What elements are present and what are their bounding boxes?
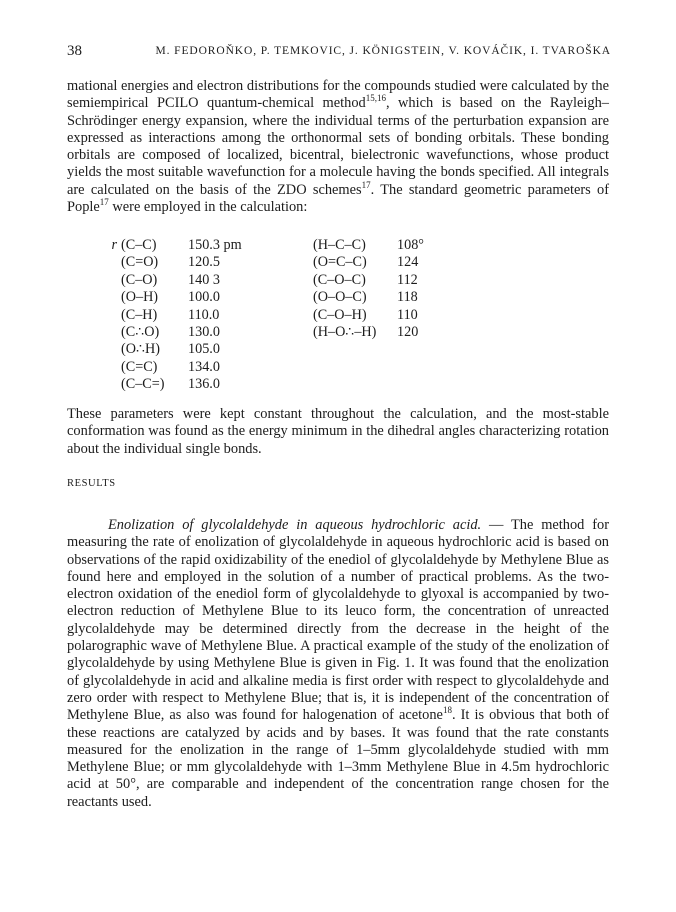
parameter-row <box>95 324 575 341</box>
parameter-row <box>95 359 575 376</box>
bond-label: (C–H) <box>121 306 158 323</box>
parameter-row <box>95 289 575 306</box>
bond-length-value: 130.0 <box>188 323 220 340</box>
parameter-row <box>95 307 575 324</box>
paragraph-text: — The method for measuring the rate of enolization of glycolaldehyde in aqueous hydrochloric acid is based on observations of the rapid oxidizability of the enediol of glycolaldehyde by Methylene Blue as found here and employed in the solution of a number of practical problems. As the two-electron oxidation of the enediol form of glycolaldehyde to glyoxal is accompanied by two-electron reduction of Methylene Blue to its leuco form, the concentration of unreacted glycolaldehyde may be determined directly from the decrease in the height of the polarographic wave of Methylene Blue. A practical example of the study of the enolization of glycolaldehyde by using Methylene Blue is given in Fig. 1. It was found that the enolization of glycolaldehyde in acid and alkaline media is first order with respect to glycolaldehyde and zero order with respect to Methylene Blue; that is, it is independent of the concentration of Methylene Blue, as also was found for halogenation of acetone <box>67 517 609 724</box>
bond-label: (C–C=) <box>121 376 165 393</box>
reference-superscript: 18 <box>442 705 452 716</box>
bond-length-symbol: r <box>111 237 117 253</box>
angle-value: 118 <box>397 289 418 306</box>
angle-value: 124 <box>397 254 419 271</box>
bond-label: (C=O) <box>121 254 159 271</box>
bond-length-value: 140 3 <box>188 271 220 288</box>
paragraph-text: , which is based on the Rayleigh–Schrödinger energy expansion, where the individual terms of the perturbation expansion are expressed as interactions among the orthonormal sets of bonding orbitals. These bonding orbitals are composed of localized, bicentral, bielectronic wavefunctions, whose product yields the most suitable wavefunction for a molecule having the bonds specified. All integrals are calculated on the basis of the ZDO schemes <box>67 95 609 198</box>
bond-label: (C–O) <box>121 271 158 288</box>
bond-length-value: 150.3 pm <box>188 237 242 253</box>
angle-label: (O–O–C) <box>313 289 367 306</box>
reference-superscript: 15,16 <box>365 93 386 104</box>
angle-value: 110 <box>397 306 418 323</box>
angle-label: (C–O–H) <box>313 306 367 323</box>
bond-length-value: 105.0 <box>188 341 220 358</box>
bond-length-value: 110.0 <box>188 306 220 323</box>
bond-label: (O∴H) <box>121 341 160 358</box>
angle-value: 112 <box>397 271 418 288</box>
bond-length-value: 134.0 <box>188 358 220 375</box>
angle-label: (C–O–C) <box>313 271 366 288</box>
bond-label: (C–C) <box>121 237 157 253</box>
bond-length-value: 100.0 <box>188 289 220 306</box>
running-header <box>67 43 611 63</box>
angle-label: (O=C–C) <box>313 254 367 271</box>
angle-value: 120 <box>397 323 419 340</box>
bond-length-value: 136.0 <box>188 376 220 393</box>
running-head-authors: M. FEDOROŇKO, P. TEMKOVIC, J. KÖNIGSTEIN, V. KOVÁČIK, I. TVAROŠKA <box>155 45 611 57</box>
paragraph-results <box>67 517 609 811</box>
parameter-row <box>95 341 575 358</box>
parameter-row <box>95 254 575 271</box>
bond-label: (C∴O) <box>121 323 160 340</box>
parameter-row <box>95 376 575 393</box>
bond-length-value: 120.5 <box>188 254 220 271</box>
paragraph-text: were employed in the calculation: <box>108 199 308 216</box>
paragraph-text: . The standard geometric parameters of Pople <box>67 181 610 216</box>
angle-value: 108° <box>397 237 424 253</box>
bond-label: (O–H) <box>121 289 159 306</box>
angle-label: (H–O∴–H) <box>313 323 377 340</box>
paragraph-method <box>67 78 609 216</box>
page-number: 38 <box>67 43 82 59</box>
section-heading: RESULTS <box>67 478 116 489</box>
bond-label: (C=C) <box>121 358 158 375</box>
parameter-row <box>95 272 575 289</box>
paragraph-text: mational energies and electron distributions for the compounds studied were calculated by the semiempirical PCILO quantum-chemical method <box>67 78 609 112</box>
reference-superscript: 17 <box>361 179 371 190</box>
paragraph-parameters-note: These parameters were kept constant throughout the calculation, and the most-stable conformation was found as the energy minimum in the dihedral angles characterizing rotation about the individual single bonds. <box>67 406 609 457</box>
paragraph-run-in-title: Enolization of glycolaldehyde in aqueous hydrochloric acid. <box>108 517 482 533</box>
parameter-row <box>95 237 575 254</box>
paragraph-text: . It is obvious that both of these reactions are catalyzed by acids and by bases. It was found that the rate constants measured for the enolization in the range of 1–5mm glycolaldehyde studied with mm Methylene Blue; or mm glycolaldehyde with 1–3mm Methylene Blue in 4.5m hydrochloric acid at 50°, are comparable and independent of the concentration range chosen for the reactants used. <box>67 707 609 810</box>
reference-superscript: 17 <box>99 197 109 208</box>
geometric-parameters-table <box>95 237 575 394</box>
angle-label: (H–C–C) <box>313 237 366 253</box>
